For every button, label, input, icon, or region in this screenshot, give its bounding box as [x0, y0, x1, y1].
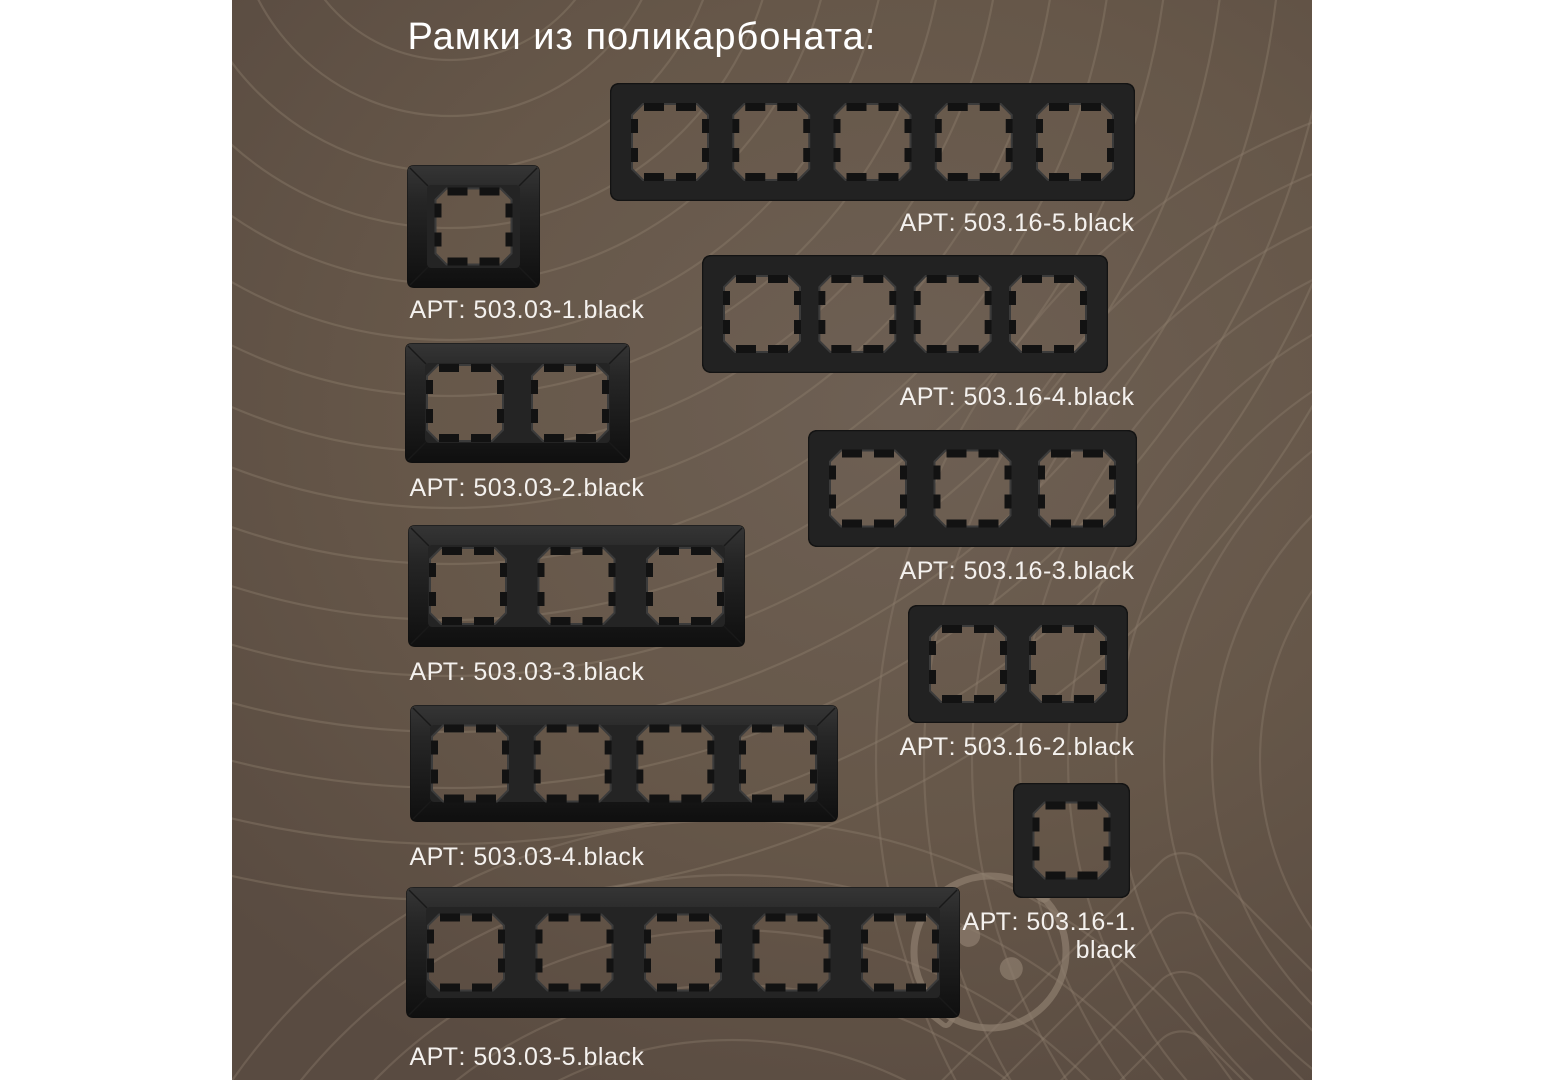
article-label-503-03-3	[410, 658, 645, 686]
frame-503-16-1	[1013, 783, 1130, 898]
article-label-503-03-5	[410, 1043, 645, 1071]
page-title: Рамки из поликарбоната:	[407, 16, 877, 58]
product-board	[232, 0, 1312, 1080]
frame-503-03-5	[406, 887, 960, 1018]
article-label-line: АРТ: 503.03-2.black	[409, 474, 645, 502]
article-label-line: АРТ: 503.03-3.black	[409, 658, 645, 686]
frame-503-03-3	[408, 525, 745, 647]
frame-503-03-2	[405, 343, 630, 463]
article-label-line: АРТ: 503.03-5.black	[409, 1043, 645, 1071]
article-label-line: АРТ: 503.03-1.black	[409, 296, 645, 324]
article-label-line: АРТ: 503.03-4.black	[409, 843, 645, 871]
article-label-503-16-4	[900, 383, 1135, 411]
article-label-line: АРТ: 503.16-3.black	[899, 557, 1135, 585]
article-label-line: АРТ: 503.16-2.black	[899, 733, 1135, 761]
article-label-line: АРТ: 503.16-4.black	[899, 383, 1135, 411]
article-label-503-03-2	[410, 474, 645, 502]
article-label-503-16-1	[962, 908, 1136, 964]
article-label-503-16-3	[900, 557, 1135, 585]
frame-503-03-1	[407, 165, 540, 288]
article-label-503-03-1	[410, 296, 645, 324]
frame-503-16-2	[908, 605, 1128, 723]
article-label-line: black	[1075, 936, 1137, 964]
frame-503-16-3	[808, 430, 1137, 547]
article-label-line: АРТ: 503.16-5.black	[899, 209, 1135, 237]
frame-503-16-4	[702, 255, 1108, 373]
article-label-503-16-2	[900, 733, 1135, 761]
frame-503-16-5	[610, 83, 1135, 201]
article-label-503-16-5	[900, 209, 1135, 237]
frame-503-03-4	[410, 705, 838, 822]
article-label-503-03-4	[410, 843, 645, 871]
article-label-line: АРТ: 503.16-1.	[962, 908, 1137, 936]
